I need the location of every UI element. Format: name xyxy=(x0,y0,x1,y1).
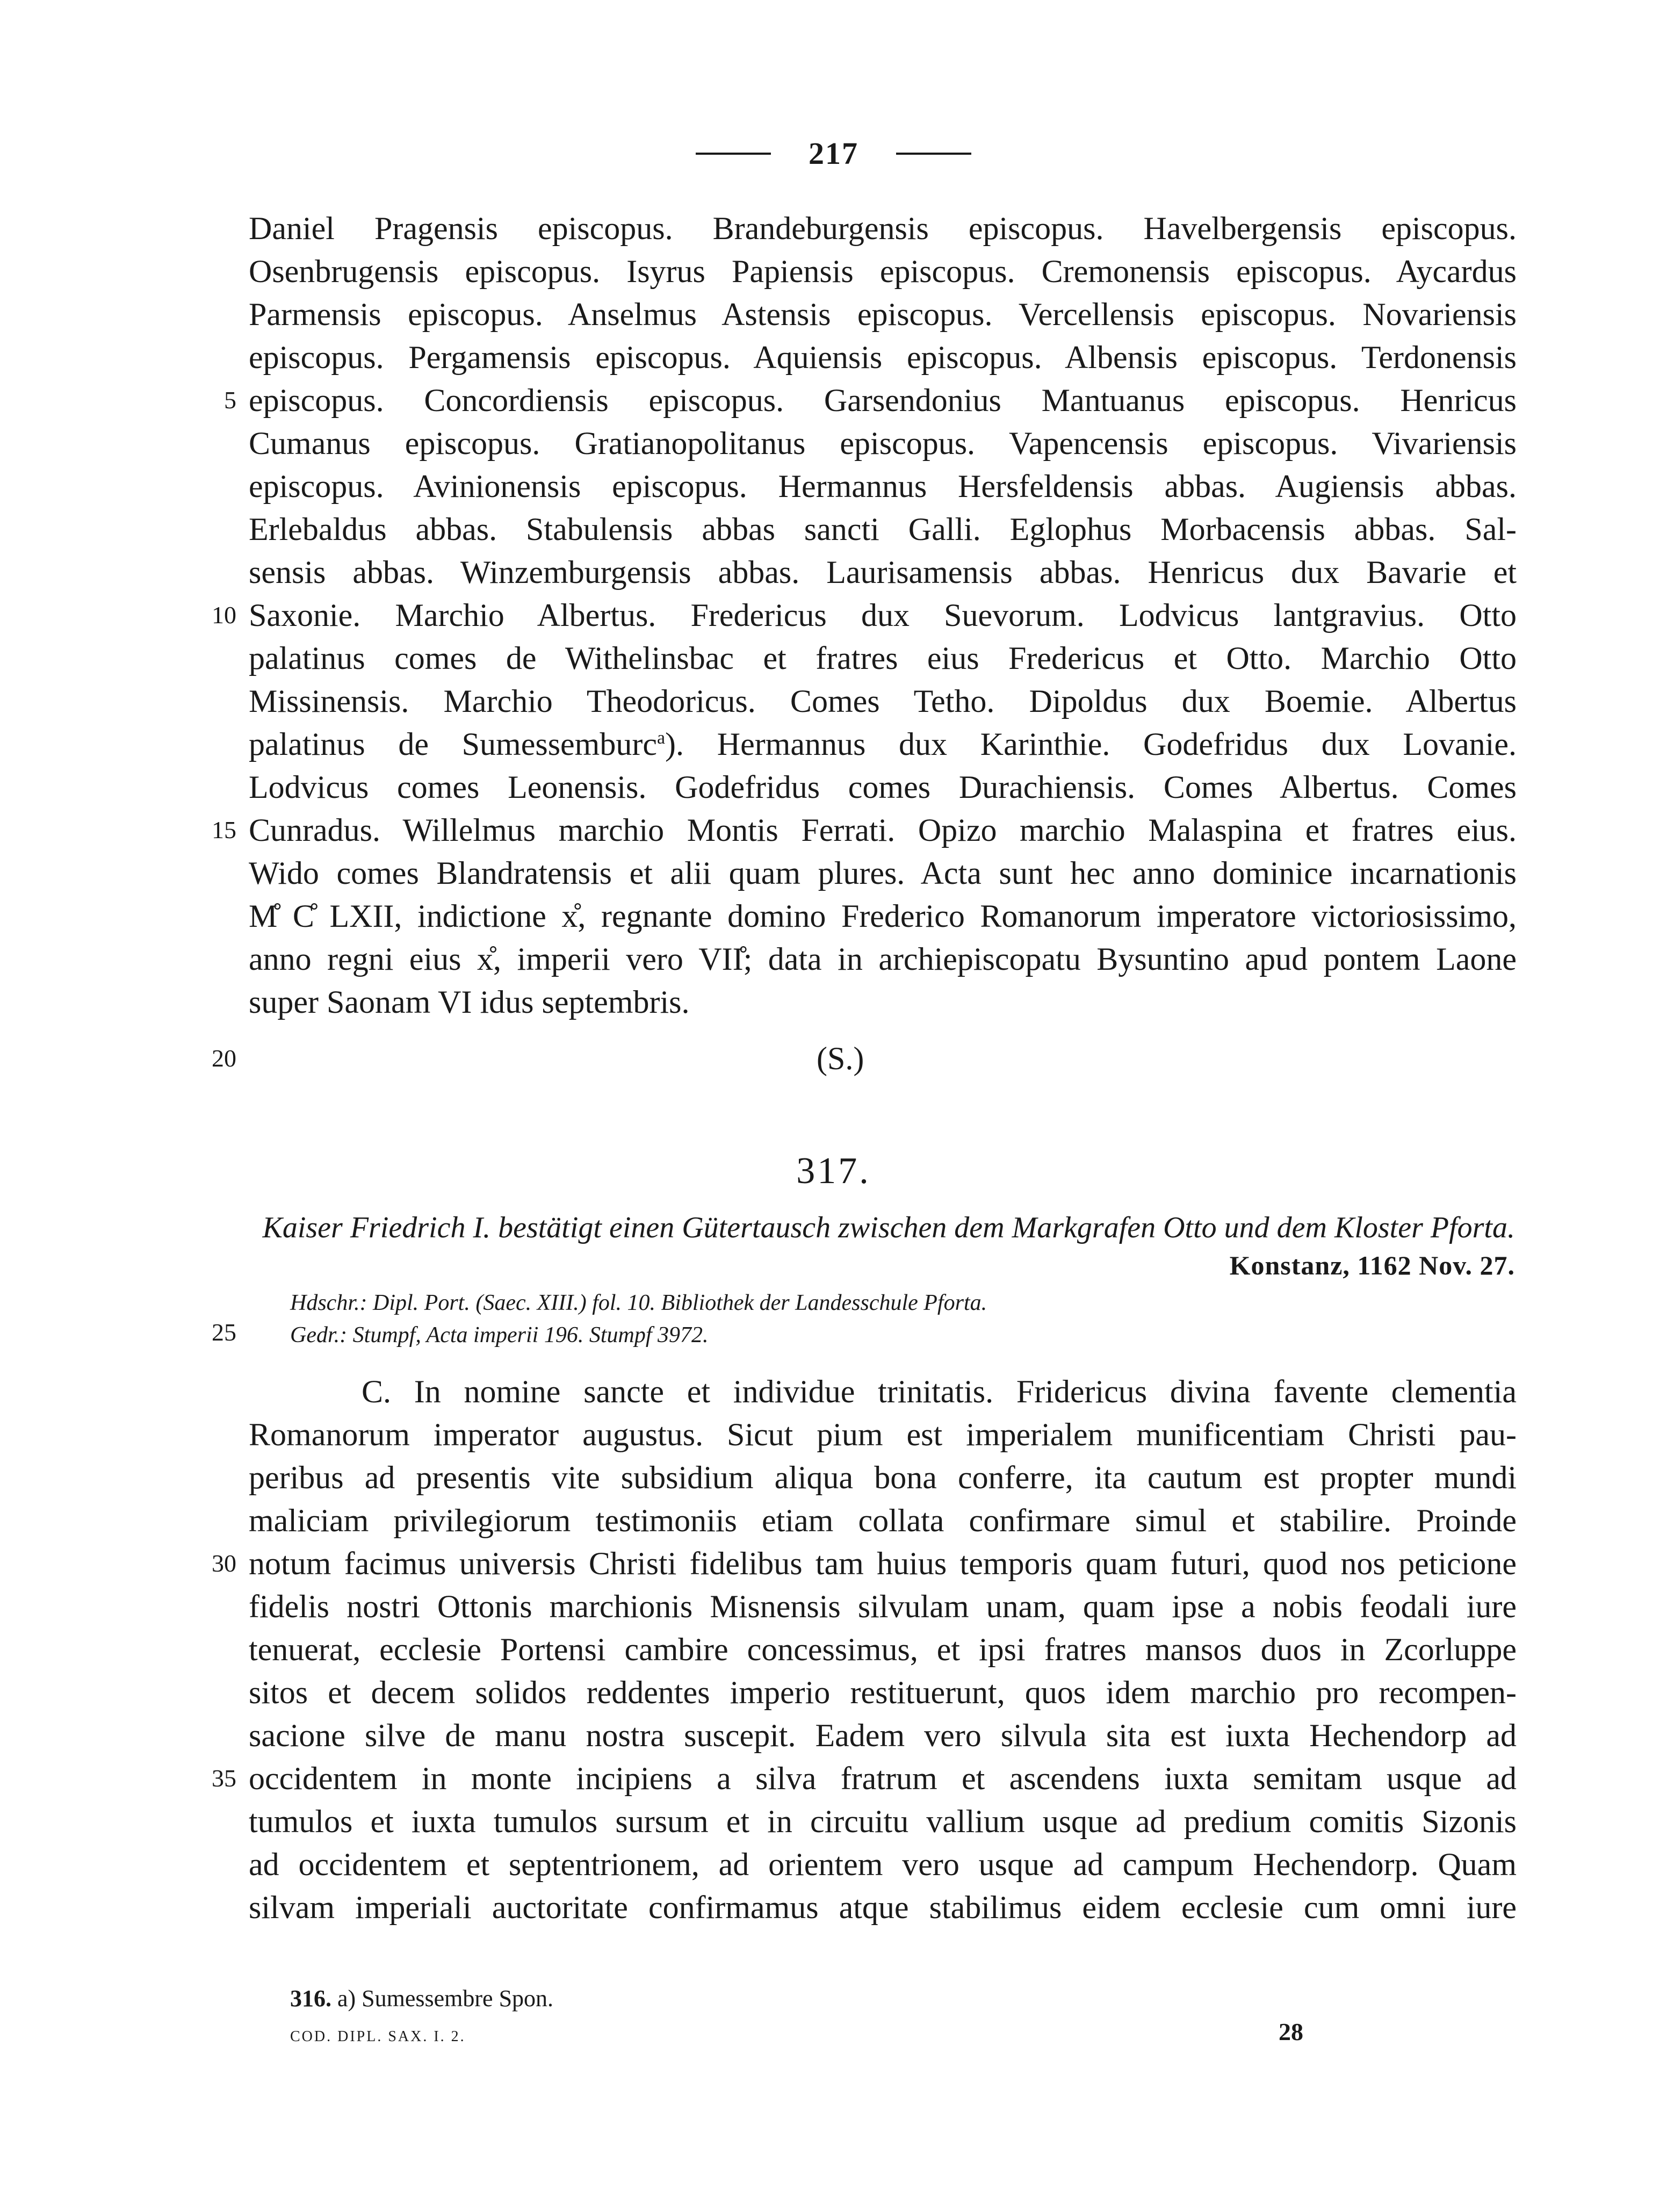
text-line: episcopus. Pergamensis episcopus. Aquiensis episcopus. Albensis episcopus. Terdonensis xyxy=(249,340,1517,375)
text-line: Lodvicus comes Leonensis. Godefridus comes Durachiensis. Comes Albertus. Comes xyxy=(249,769,1517,805)
text-line: Romanorum imperator augustus. Sicut pium est imperialem munificentiam Christi pau- xyxy=(249,1417,1517,1452)
text-line: Saxonie. Marchio Albertus. Fredericus dux Suevorum. Lodvicus lantgravius. Otto xyxy=(249,597,1517,633)
volume-signature: COD. DIPL. SAX. I. 2. xyxy=(290,2028,466,2045)
text-line: super Saonam VI idus septembris. xyxy=(249,984,690,1020)
line-number: 5 xyxy=(224,386,236,414)
text-line: Cumanus episcopus. Gratianopolitanus episcopus. Vapencensis episcopus. Vivariensis xyxy=(249,426,1517,461)
text-line: M̊ C̊ LXII, indictione x̊, regnante domino Frederico Romanorum imperatore victoriosissimo, xyxy=(249,898,1517,934)
header-rule-right xyxy=(896,153,971,155)
line-number: 30 xyxy=(212,1550,236,1577)
text-line: tenuerat, ecclesie Portensi cambire concessimus, et ipsi fratres mansos duos in Zcorluppe xyxy=(249,1632,1517,1667)
text-line: Daniel Pragensis episcopus. Brandeburgensis episcopus. Havelbergensis episcopus. xyxy=(249,211,1517,246)
text-line: episcopus. Concordiensis episcopus. Garsendonius Mantuanus episcopus. Henricus xyxy=(249,383,1517,418)
footnote-number: 316. xyxy=(290,1985,331,2012)
page-header xyxy=(0,135,1667,171)
text-line xyxy=(249,1370,1517,1413)
line-number: 10 xyxy=(212,601,236,629)
text-line: Osenbrugensis episcopus. Isyrus Papiensis episcopus. Cremonensis episcopus. Aycardus xyxy=(249,254,1517,289)
footnote xyxy=(290,1983,553,2015)
text-line: silvam imperiali auctoritate confirmamus atque stabilimus eidem ecclesie cum omni iure xyxy=(249,1890,1517,1925)
text-line: notum facimus universis Christi fidelibus tam huius temporis quam futuri, quod nos peticione xyxy=(249,1546,1517,1581)
document-regest: Kaiser Friedrich I. bestätigt einen Gütertausch zwischen dem Markgrafen Otto und dem Kloster Pforta. xyxy=(262,1211,1515,1244)
line-number: 15 xyxy=(212,816,236,844)
source-manuscript: Hdschr.: Dipl. Port. (Saec. XIII.) fol. 10. Bibliothek der Landesschule Pforta. xyxy=(290,1291,987,1315)
text-line: maliciam privilegiorum testimoniis etiam collata confirmare simul et stabilire. Proinde xyxy=(249,1503,1517,1538)
text-line xyxy=(249,723,1517,766)
text-line: ad occidentem et septentrionem, ad orientem vero usque ad campum Hechendorp. Quam xyxy=(249,1847,1517,1882)
text-line: episcopus. Avinionensis episcopus. Hermannus Hersfeldensis abbas. Augiensis abbas. xyxy=(249,469,1517,504)
page-number: 217 xyxy=(809,136,858,171)
text-line: sitos et decem solidos reddentes imperio restituerunt, quos idem marchio pro recompen- xyxy=(249,1675,1517,1710)
text-line: tumulos et iuxta tumulos sursum et in circuitu vallium usque ad predium comitis Sizonis xyxy=(249,1804,1517,1839)
text-segment: ). Hermannus dux Karinthie. Godefridus dux Lovanie. xyxy=(665,726,1517,762)
text-line: sensis abbas. Winzemburgensis abbas. Laurisamensis abbas. Henricus dux Bavarie et xyxy=(249,554,1517,590)
document-date-place: Konstanz, 1162 Nov. 27. xyxy=(1229,1250,1515,1280)
text-line: Erlebaldus abbas. Stabulensis abbas sancti Galli. Eglophus Morbacensis abbas. Sal- xyxy=(249,511,1517,547)
footnote-marker: a xyxy=(656,728,666,748)
text-line: Wido comes Blandratensis et alii quam plures. Acta sunt hec anno dominice incarnationis xyxy=(249,855,1517,891)
text-line: Cunradus. Willelmus marchio Montis Ferrati. Opizo marchio Malaspina et fratres eius. xyxy=(249,812,1517,848)
text-segment: palatinus de Sumessemburc xyxy=(249,726,657,762)
footnote-text: a) Sumessembre Spon. xyxy=(337,1985,554,2012)
sheet-number: 28 xyxy=(1279,2018,1303,2045)
seal-mark: (S.) xyxy=(817,1041,864,1076)
text-line: sacione silve de manu nostra suscepit. Eadem vero silvula sita est iuxta Hechendorp ad xyxy=(249,1718,1517,1753)
text-line: palatinus comes de Withelinsbac et fratres eius Fredericus et Otto. Marchio Otto xyxy=(249,640,1517,676)
text-line: occidentem in monte incipiens a silva fratrum et ascendens iuxta semitam usque ad xyxy=(249,1761,1517,1796)
line-number: 25 xyxy=(212,1318,236,1346)
text-line: peribus ad presentis vite subsidium aliqua bona conferre, ita cautum est propter mundi xyxy=(249,1460,1517,1495)
text-line: Missinensis. Marchio Theodoricus. Comes Tetho. Dipoldus dux Boemie. Albertus xyxy=(249,683,1517,719)
text-line: fidelis nostri Ottonis marchionis Misnensis silvulam unam, quam ipse a nobis feodali iure xyxy=(249,1589,1517,1624)
document-number: 317. xyxy=(796,1150,871,1192)
line-number: 20 xyxy=(212,1044,236,1072)
header-rule-left xyxy=(696,153,771,155)
text-segment: C. In nomine sancte et individue trinitatis. Fridericus divina favente clementia xyxy=(362,1374,1517,1409)
line-number: 35 xyxy=(212,1764,236,1792)
text-line: anno regni eius x̊, imperii vero VII̊; data in archiepiscopatu Bysuntino apud pontem Laone xyxy=(249,941,1517,977)
text-line: Parmensis episcopus. Anselmus Astensis episcopus. Vercellensis episcopus. Novariensis xyxy=(249,297,1517,332)
source-print: Gedr.: Stumpf, Acta imperii 196. Stumpf 3972. xyxy=(290,1323,709,1348)
